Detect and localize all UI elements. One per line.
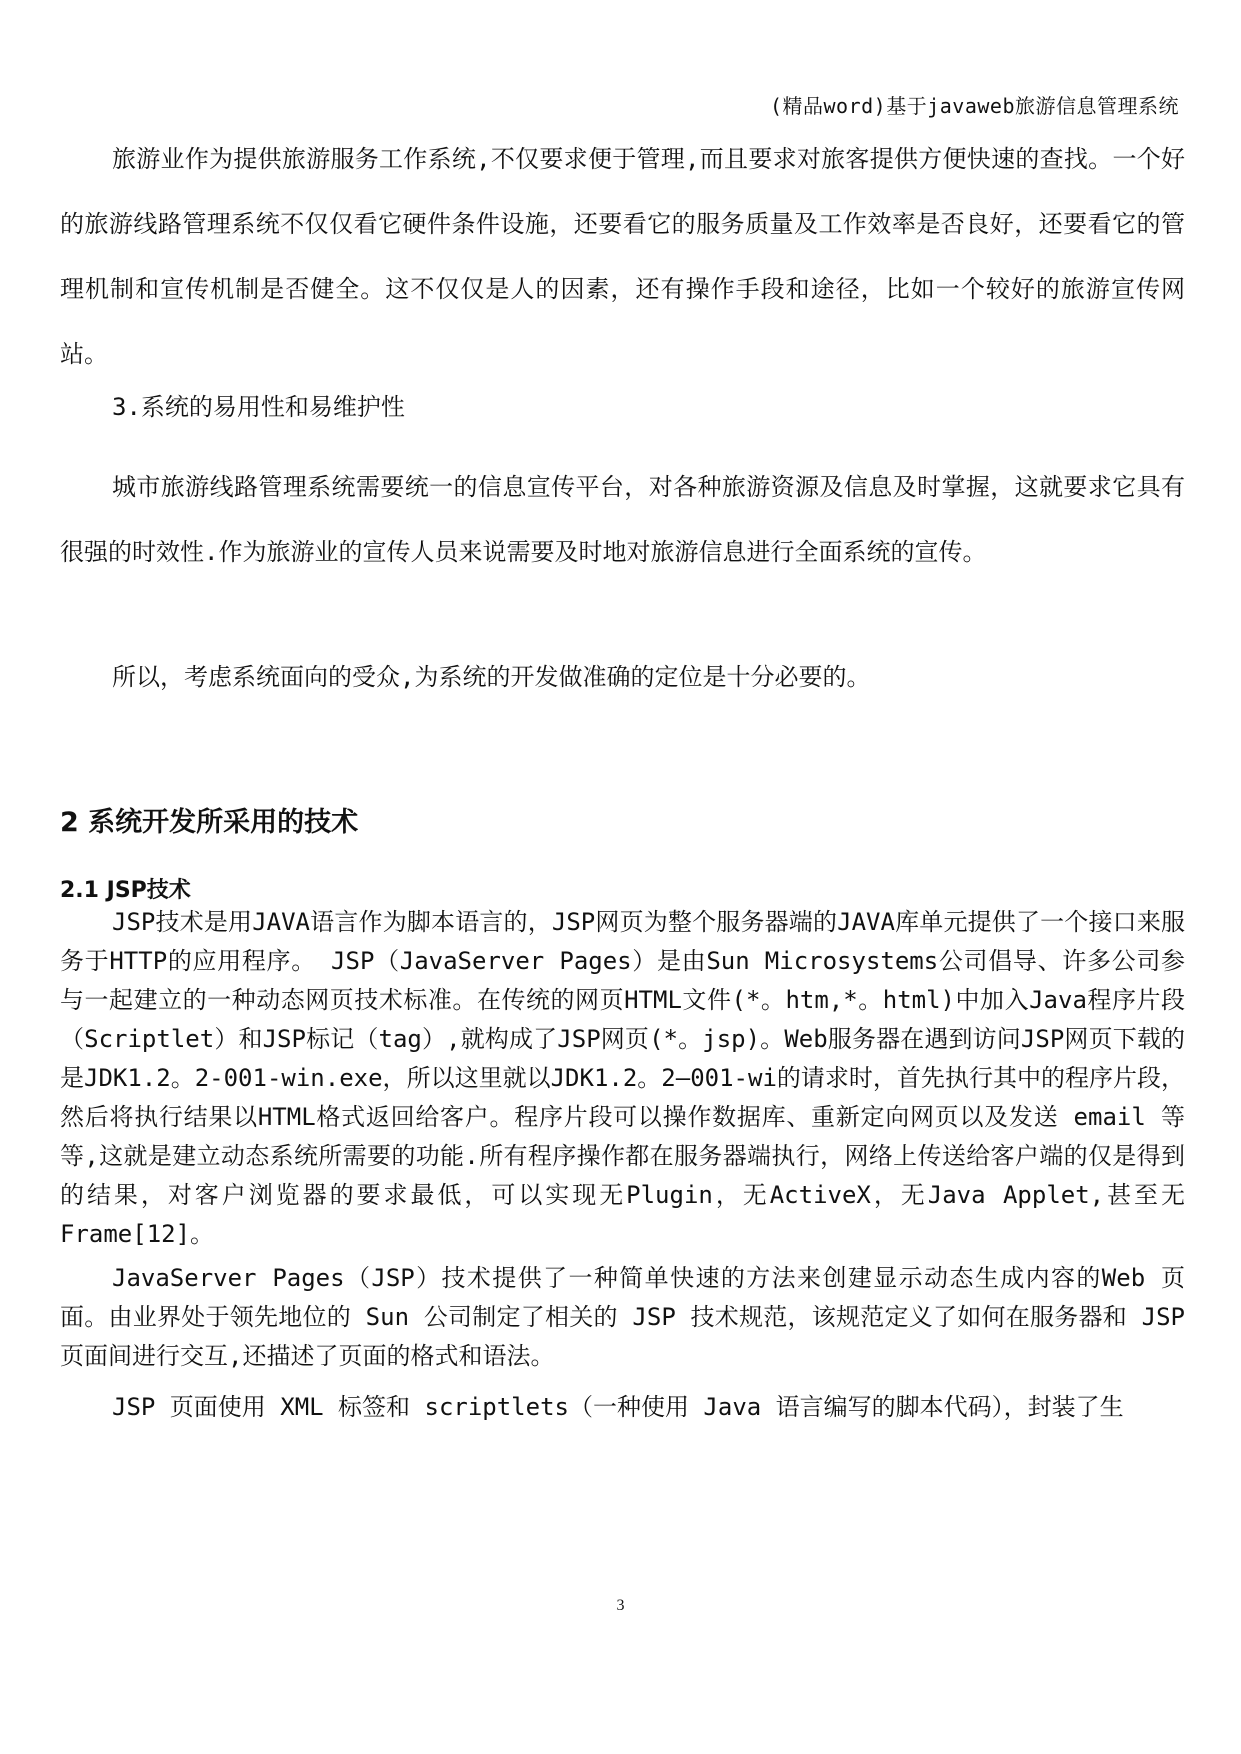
paragraph-jsp-tags: JSP 页面使用 XML 标签和 scriptlets（一种使用 Java 语言编写的脚本代码），封装了生 <box>112 1393 1124 1421</box>
paragraph-jsp-intro: JSP技术是用JAVA语言作为脚本语言的，JSP网页为整个服务器端的JAVA库单元提供了一个接口来服务于HTTP的应用程序。 JSP（JavaServer Pages）是由Sun Microsystems公司倡导、许多公司参与一起建立的一种动态网页技术标准。在传统的网页HTML文件(*。htm,*。html)中加入Java程序片段（Scriptlet）和JSP标记（tag）,就构成了JSP网页(*。jsp)。Web服务器在遇到访问JSP网页下载的是JDK1.2。2-001-win.exe，所以这里就以JDK1.2。2—001-wi的请求时，首先执行其中的程序片段，然后将执行结果以HTML格式返回给客户。程序片段可以操作数据库、重新定向网页以及发送 email 等等,这就是建立动态系统所需要的功能.所有程序操作都在服务器端执行，网络上传送给客户端的仅是得到的结果，对客户浏览器的要求最低，可以实现无Plugin，无ActiveX，无Java Applet,甚至无Frame[12]。 <box>60 908 1185 1248</box>
page-number: 3 <box>616 1597 625 1614</box>
subsection-heading: 2.1 JSP技术 <box>60 878 191 903</box>
paragraph-conclusion: 所以，考虑系统面向的受众,为系统的开发做准确的定位是十分必要的。 <box>112 663 871 691</box>
paragraph-travel-industry: 旅游业作为提供旅游服务工作系统,不仅要求便于管理,而且要求对旅客提供方便快速的查找。一个好的旅游线路管理系统不仅仅看它硬件条件设施，还要看它的服务质量及工作效率是否良好，还要看它的管理机制和宣传机制是否健全。这不仅仅是人的因素，还有操作手段和途径，比如一个较好的旅游宣传网站。 <box>60 145 1185 368</box>
paragraph-city-tourism: 城市旅游线路管理系统需要统一的信息宣传平台，对各种旅游资源及信息及时掌握，这就要求它具有很强的时效性.作为旅游业的宣传人员来说需要及时地对旅游信息进行全面系统的宣传。 <box>60 473 1185 566</box>
list-item-usability: 3.系统的易用性和易维护性 <box>112 393 405 421</box>
running-header: (精品word)基于javaweb旅游信息管理系统 <box>769 94 1179 118</box>
section-heading: 2 系统开发所采用的技术 <box>60 807 359 838</box>
paragraph-jsp-overview: JavaServer Pages（JSP）技术提供了一种简单快速的方法来创建显示动态生成内容的Web 页面。由业界处于领先地位的 Sun 公司制定了相关的 JSP 技术规范，该规范定义了如何在服务器和 JSP 页面间进行交互,还描述了页面的格式和语法。 <box>60 1264 1185 1370</box>
